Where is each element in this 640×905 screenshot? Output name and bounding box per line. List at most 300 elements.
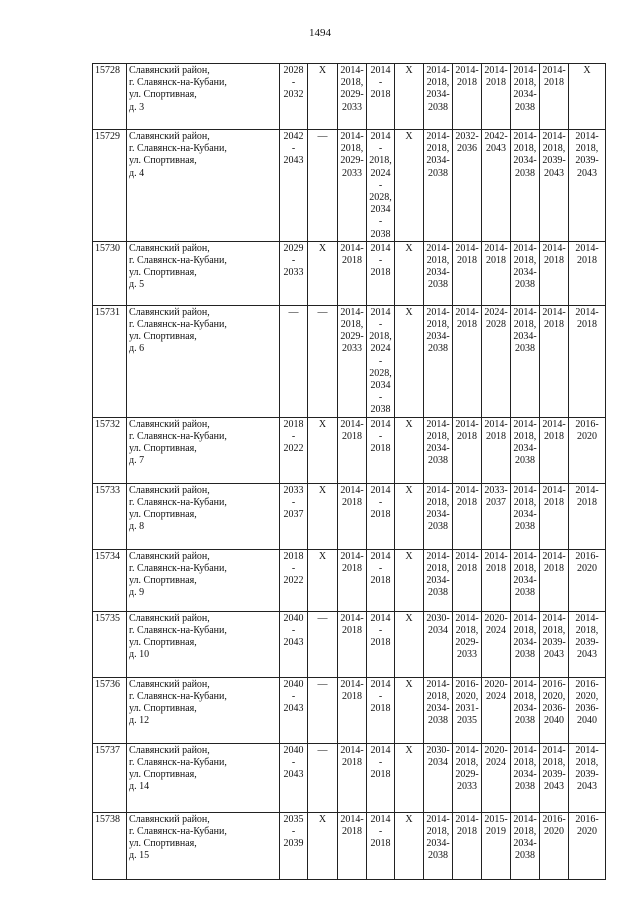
period-line: X <box>405 306 413 318</box>
page-number: 1494 <box>309 27 331 39</box>
period-line: 2018, <box>426 825 450 837</box>
period-line: 2043 <box>283 703 304 715</box>
period-line: 2014- <box>340 484 364 496</box>
address-line: ул. Спортивная, <box>129 637 197 649</box>
period-line: 2018, <box>513 430 537 442</box>
period-line: 2016- <box>542 813 566 825</box>
period-line: 2018, <box>340 143 364 155</box>
period-line: 2034- <box>513 637 537 649</box>
period-line: 2034 <box>428 756 448 768</box>
period-line: 2018 <box>370 575 391 587</box>
period-cell <box>482 812 511 879</box>
period-line: 2018 <box>342 496 362 508</box>
period-line: X <box>318 242 327 254</box>
period-line: — <box>317 744 328 756</box>
period-line: — <box>317 131 328 142</box>
period-line: 2018- <box>283 550 304 574</box>
period-line: 2038 <box>428 101 448 113</box>
period-line: 2018 <box>370 769 391 781</box>
table-row <box>93 305 606 417</box>
period-line: 2014- <box>484 418 508 430</box>
period-line: 2014- <box>426 484 450 496</box>
period-cell <box>424 130 453 242</box>
period-line: 2043 <box>486 143 506 155</box>
period-line: 2018- <box>283 418 304 442</box>
period-line: 2033 <box>342 343 362 355</box>
period-cell <box>367 483 395 549</box>
address-line: д. 10 <box>129 649 150 661</box>
period-cell <box>453 241 482 305</box>
address-line: ул. Спортивная, <box>129 267 197 279</box>
period-cell <box>482 483 511 549</box>
period-line: 2038 <box>515 167 535 179</box>
period-cell <box>540 549 569 611</box>
address-line: ул. Спортивная, <box>129 703 197 715</box>
address-line: Славянский район, <box>129 813 210 825</box>
period-cell <box>367 241 395 305</box>
period-line: 2040 <box>544 715 564 727</box>
period-cell <box>482 611 511 677</box>
period-line: 2014- <box>370 306 391 331</box>
period-line: 2018, <box>426 690 450 702</box>
period-line: 2018 <box>342 562 362 574</box>
period-line: 2019 <box>486 825 506 837</box>
period-line: 2018, <box>426 255 450 267</box>
period-line: 2034- <box>426 443 450 455</box>
period-cell <box>453 611 482 677</box>
period-line: 2043 <box>283 637 304 649</box>
period-line: 2016- <box>575 550 599 562</box>
period-cell <box>569 743 606 812</box>
period-line: 2014- <box>513 242 537 254</box>
address-line: д. 12 <box>129 715 150 727</box>
period-line: X <box>405 744 413 756</box>
table-row <box>93 130 606 242</box>
period-line: 2014- <box>370 418 391 442</box>
period-line: X <box>318 65 327 76</box>
period-line: 2014- <box>484 550 508 562</box>
period-line: 2036 <box>457 143 477 155</box>
period-line: 2014- <box>426 813 450 825</box>
period-cell <box>308 241 338 305</box>
period-line: X <box>405 612 413 624</box>
period-line: 2034- <box>513 89 537 101</box>
period-line: 2018 <box>370 637 391 649</box>
period-cell <box>338 549 367 611</box>
period-line: 2014- <box>575 484 599 496</box>
period-line: 2038 <box>428 587 448 599</box>
table-row <box>93 417 606 483</box>
period-line: 2018 <box>544 255 564 267</box>
period-line: 2014- <box>484 242 508 254</box>
period-cell <box>569 483 606 549</box>
period-line: 2029- <box>455 769 479 781</box>
period-line: 2018 <box>544 430 564 442</box>
period-line: 2042- <box>283 131 304 155</box>
address-line: ул. Спортивная, <box>129 89 197 101</box>
period-cell <box>569 611 606 677</box>
period-cell <box>395 743 424 812</box>
period-cell <box>511 483 540 549</box>
period-line: 2038 <box>515 279 535 291</box>
period-line: 2020- <box>484 612 508 624</box>
period-line: 2024 <box>486 690 506 702</box>
row-number: 15735 <box>93 611 127 677</box>
period-line: 2018, <box>513 624 537 636</box>
period-line: X <box>405 484 413 496</box>
period-line: 2024- <box>484 306 508 318</box>
address-line: д. 7 <box>129 455 145 467</box>
period-line: 2018 <box>342 756 362 768</box>
period-cell <box>482 743 511 812</box>
period-line: 2018 <box>342 825 362 837</box>
period-cell <box>482 417 511 483</box>
period-cell <box>511 611 540 677</box>
period-cell <box>453 549 482 611</box>
period-line: 2018, <box>513 319 537 331</box>
address-line: Славянский район, <box>129 550 210 562</box>
period-line: 2020 <box>577 825 597 837</box>
period-line: X <box>405 242 413 254</box>
period-line: 2043 <box>577 649 597 661</box>
period-line: 2014- <box>340 306 364 318</box>
period-line: 2018 <box>486 562 506 574</box>
period-line: 2014- <box>370 550 391 574</box>
period-line: 2039 <box>283 838 304 850</box>
period-line: 2038 <box>515 587 535 599</box>
period-cell <box>395 64 424 130</box>
period-line: 2018, <box>426 319 450 331</box>
period-line: 2034- <box>426 703 450 715</box>
period-cell <box>424 549 453 611</box>
period-line: 2016- <box>575 813 599 825</box>
period-line: 2014- <box>513 612 537 624</box>
address-line: г. Славянск-на-Кубани, <box>129 77 227 89</box>
period-line: 2038 <box>370 404 391 416</box>
period-cell <box>395 241 424 305</box>
period-cell <box>338 677 367 743</box>
period-line: 2020, <box>455 690 479 702</box>
period-cell <box>367 64 395 130</box>
period-cell <box>280 611 308 677</box>
period-cell <box>338 611 367 677</box>
period-line: 2014- <box>455 550 479 562</box>
period-line: 2039- <box>575 637 599 649</box>
period-line: 2034- <box>513 509 537 521</box>
period-cell <box>511 417 540 483</box>
period-cell <box>395 305 424 417</box>
period-line: 2018, <box>513 143 537 155</box>
period-cell <box>338 64 367 130</box>
period-line: 2018, <box>455 624 479 636</box>
period-line: 2020 <box>577 430 597 442</box>
period-cell <box>308 611 338 677</box>
period-line: 2014- <box>542 242 566 254</box>
period-cell <box>338 812 367 879</box>
period-line: X <box>405 418 413 430</box>
period-cell <box>367 611 395 677</box>
row-number: 15733 <box>93 483 127 549</box>
period-cell <box>453 483 482 549</box>
period-line: 2018, <box>542 143 566 155</box>
table-row <box>93 64 606 130</box>
period-cell <box>569 417 606 483</box>
period-cell <box>424 743 453 812</box>
period-line: 2036- <box>542 703 566 715</box>
period-line: 2018, <box>340 77 364 89</box>
period-line: X <box>318 418 327 430</box>
address-line: Славянский район, <box>129 612 210 624</box>
period-line: 2018 <box>457 255 477 267</box>
period-line: 2014- <box>426 306 450 318</box>
period-line: 2014- <box>340 813 364 825</box>
period-cell <box>367 130 395 242</box>
period-line: 2038 <box>370 228 391 240</box>
period-line: 2014- <box>575 242 599 254</box>
period-line: 2038 <box>515 343 535 355</box>
period-line: 2014- <box>542 484 566 496</box>
period-line: X <box>405 678 413 690</box>
period-cell <box>280 64 308 130</box>
address-cell <box>127 483 280 549</box>
period-line: 2039- <box>542 637 566 649</box>
period-line: 2029- <box>340 89 364 101</box>
period-line: 2014- <box>575 612 599 624</box>
period-cell <box>338 483 367 549</box>
address-line: ул. Спортивная, <box>129 838 197 850</box>
period-cell <box>338 241 367 305</box>
period-line: 2034- <box>370 204 391 228</box>
period-line: 2038 <box>428 455 448 467</box>
period-line: 2043 <box>577 781 597 793</box>
period-line: 2014- <box>426 418 450 430</box>
address-cell <box>127 241 280 305</box>
period-line: — <box>317 678 328 690</box>
period-line: 2022 <box>283 575 304 587</box>
period-line: 2018, <box>426 77 450 89</box>
period-cell <box>569 64 606 130</box>
period-cell <box>453 130 482 242</box>
period-line: 2014- <box>513 131 537 142</box>
period-line: 2024 <box>486 624 506 636</box>
period-cell <box>453 305 482 417</box>
table-row <box>93 549 606 611</box>
row-number: 15728 <box>93 64 127 130</box>
period-cell <box>540 305 569 417</box>
period-line: 2014- <box>426 550 450 562</box>
address-line: д. 6 <box>129 343 145 355</box>
period-line: 2018, <box>426 143 450 155</box>
address-line: д. 3 <box>129 101 145 113</box>
period-line: 2029- <box>455 637 479 649</box>
period-line: 2018 <box>370 267 391 279</box>
period-cell <box>280 549 308 611</box>
period-line: 2014- <box>542 744 566 756</box>
period-line: 2014- <box>455 813 479 825</box>
period-cell <box>482 677 511 743</box>
period-cell <box>367 417 395 483</box>
table-row <box>93 812 606 879</box>
address-line: д. 4 <box>129 167 145 179</box>
period-line: 2018 <box>457 319 477 331</box>
period-line: 2014- <box>370 484 391 508</box>
period-line: 2020 <box>544 825 564 837</box>
period-line: 2038 <box>515 649 535 661</box>
address-line: Славянский район, <box>129 418 210 430</box>
period-line: 2014- <box>513 678 537 690</box>
period-line: 2034- <box>513 267 537 279</box>
period-cell <box>569 812 606 879</box>
address-line: ул. Спортивная, <box>129 331 197 343</box>
address-line: ул. Спортивная, <box>129 575 197 587</box>
period-line: 2018 <box>370 509 391 521</box>
period-line: 2014- <box>542 131 566 142</box>
period-line: X <box>405 131 413 142</box>
period-cell <box>453 64 482 130</box>
period-line: 2018, <box>575 624 599 636</box>
row-number: 15730 <box>93 241 127 305</box>
period-line: 2018 <box>457 430 477 442</box>
period-line: 2014- <box>455 418 479 430</box>
address-line: д. 14 <box>129 781 150 793</box>
row-number: 15732 <box>93 417 127 483</box>
period-line: 2043 <box>544 167 564 179</box>
period-cell <box>511 305 540 417</box>
period-line: 2014- <box>513 744 537 756</box>
period-cell <box>280 305 308 417</box>
period-cell <box>280 130 308 242</box>
period-line: 2016- <box>455 678 479 690</box>
table-row <box>93 677 606 743</box>
period-line: 2034- <box>426 838 450 850</box>
period-line: 2018 <box>577 319 597 331</box>
period-line: 2024- <box>370 167 391 191</box>
period-line: 2038 <box>428 343 448 355</box>
period-line: 2038 <box>428 521 448 533</box>
period-line: 2018, <box>513 255 537 267</box>
period-cell <box>280 241 308 305</box>
address-line: Славянский район, <box>129 744 210 756</box>
period-cell <box>395 549 424 611</box>
period-line: 2020, <box>575 690 599 702</box>
period-line: — <box>288 306 299 318</box>
address-line: д. 9 <box>129 587 145 599</box>
period-line: 2014- <box>513 484 537 496</box>
address-line: ул. Спортивная, <box>129 769 197 781</box>
period-line: X <box>405 65 413 76</box>
period-line: 2033 <box>283 267 304 279</box>
period-cell <box>280 743 308 812</box>
period-line: 2014- <box>575 744 599 756</box>
period-line: 2040- <box>283 678 304 702</box>
period-line: 2016- <box>575 418 599 430</box>
period-line: 2039- <box>542 155 566 167</box>
address-line: ул. Спортивная, <box>129 443 197 455</box>
period-line: 2038 <box>515 781 535 793</box>
period-line: 2034- <box>426 509 450 521</box>
period-cell <box>424 611 453 677</box>
period-cell <box>511 549 540 611</box>
period-line: 2033 <box>342 101 362 113</box>
period-line: 2018, <box>513 77 537 89</box>
address-cell <box>127 812 280 879</box>
period-cell <box>540 677 569 743</box>
period-line: 2018 <box>370 89 391 101</box>
period-line: 2020, <box>542 690 566 702</box>
period-line: 2018 <box>457 562 477 574</box>
period-line: 2018, <box>575 756 599 768</box>
address-cell <box>127 549 280 611</box>
registry-body <box>93 64 606 880</box>
period-line: 2039- <box>575 155 599 167</box>
period-cell <box>338 130 367 242</box>
period-line: 2034- <box>370 380 391 404</box>
address-line: г. Славянск-на-Кубани, <box>129 825 227 837</box>
row-number: 15731 <box>93 305 127 417</box>
period-line: 2014- <box>340 418 364 430</box>
period-line: 2018 <box>457 77 477 89</box>
period-line: 2018 <box>544 496 564 508</box>
period-line: 2038 <box>428 850 448 862</box>
period-line: 2037 <box>486 496 506 508</box>
period-line: 2014- <box>542 612 566 624</box>
period-line: 2018, <box>513 690 537 702</box>
period-cell <box>424 305 453 417</box>
period-cell <box>482 241 511 305</box>
period-line: 2014- <box>370 131 391 155</box>
period-line: 2014- <box>426 678 450 690</box>
period-line: 2018, <box>426 430 450 442</box>
address-line: Славянский район, <box>129 678 210 690</box>
address-line: Славянский район, <box>129 242 210 254</box>
period-cell <box>395 812 424 879</box>
period-line: 2014- <box>542 418 566 430</box>
period-cell <box>395 483 424 549</box>
period-cell <box>540 743 569 812</box>
period-cell <box>424 417 453 483</box>
period-line: 2018 <box>342 624 362 636</box>
period-line: 2018, <box>513 825 537 837</box>
period-cell <box>453 417 482 483</box>
period-line: 2014- <box>340 612 364 624</box>
period-cell <box>308 549 338 611</box>
period-line: 2014- <box>426 242 450 254</box>
period-line: 2037 <box>283 509 304 521</box>
period-line: 2038 <box>515 101 535 113</box>
period-line: 2038 <box>428 715 448 727</box>
period-cell <box>424 241 453 305</box>
period-line: 2018 <box>486 255 506 267</box>
period-line: 2034- <box>513 331 537 343</box>
period-line: X <box>405 813 413 825</box>
address-line: ул. Спортивная, <box>129 155 197 167</box>
period-line: 2034- <box>513 703 537 715</box>
period-cell <box>424 677 453 743</box>
period-cell <box>424 483 453 549</box>
period-line: 2014- <box>370 242 391 267</box>
period-line: 2040 <box>577 715 597 727</box>
period-line: 2018 <box>370 703 391 715</box>
period-line: 2014- <box>340 744 364 756</box>
period-line: 2034- <box>513 575 537 587</box>
row-number: 15736 <box>93 677 127 743</box>
period-line: 2014- <box>340 242 364 254</box>
period-line: 2018 <box>544 562 564 574</box>
period-line: 2018, <box>426 562 450 574</box>
period-line: 2016- <box>575 678 599 690</box>
period-cell <box>482 130 511 242</box>
period-line: 2018, <box>340 319 364 331</box>
